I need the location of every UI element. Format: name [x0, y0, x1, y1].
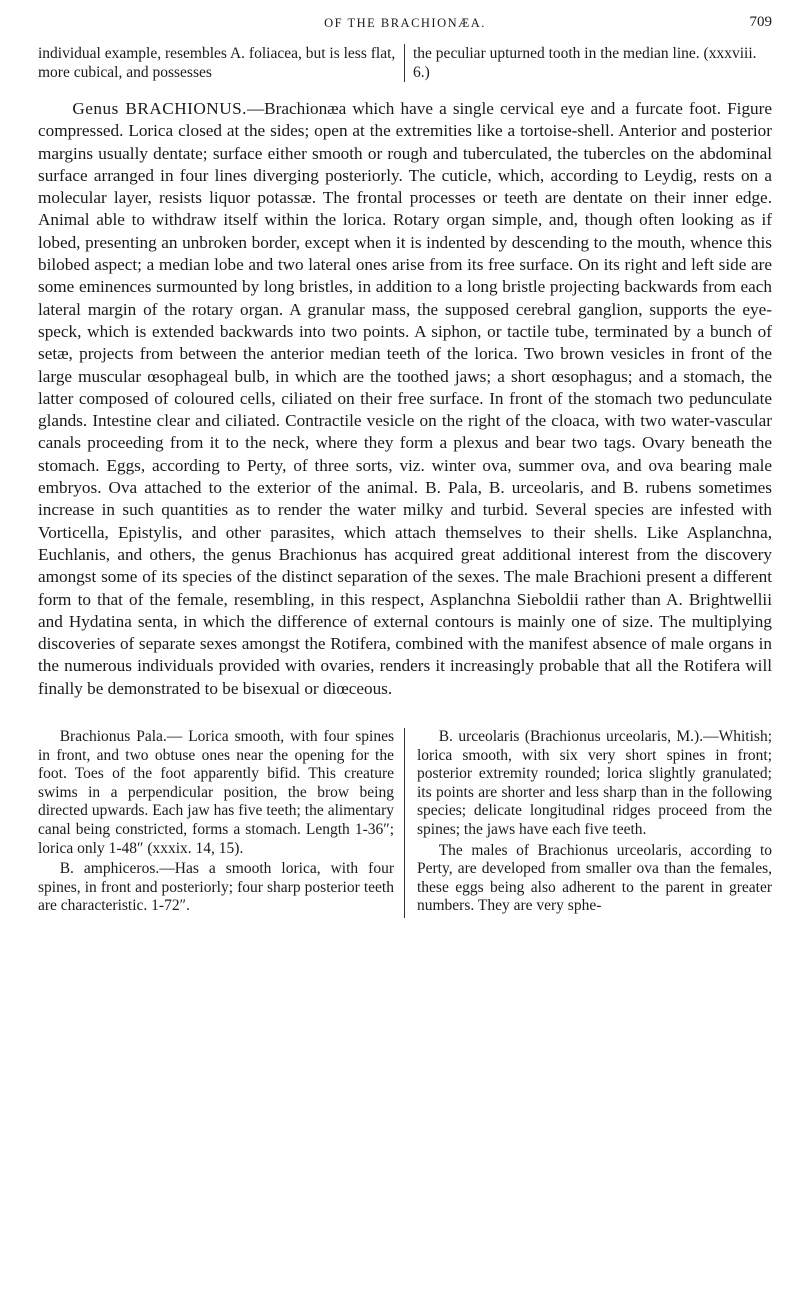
species-right-column	[405, 728, 772, 918]
species-name: B. urceolaris (Brachionus urceolaris, M.).	[438, 728, 704, 746]
species-left-column	[38, 728, 405, 918]
genus-heading: Genus BRACHIONUS.	[72, 99, 247, 118]
species-text: The males of Brachionus urceolaris, according to Perty, are developed from smaller ova than the females, these eggs being also adherent to the parent in greater numbers. They are very sphe-	[417, 841, 772, 915]
species-text: — Lorica smooth, with four spines in front, and two obtuse ones near the opening for the foot. Toes of the foot apparently bifid. This creature swims in a perpendicular position, the brow being directed upwards. Each jaw has five teeth; the alimentary canal being constricted, forms a stomach. Length 1-36″; lorica only 1-48″ (xxxix. 14, 15).	[38, 728, 394, 857]
running-head-title: OF THE BRACHIONÆA.	[324, 16, 486, 30]
continued-two-column-text	[38, 44, 772, 82]
species-text: —Has a smooth lorica, with four spines, in front and posteriorly; four sharp posterior teeth are characteristic. 1-72″.	[38, 860, 394, 915]
running-head	[38, 10, 772, 34]
genus-paragraph	[38, 98, 772, 700]
species-entry	[417, 842, 772, 916]
continued-left-column: individual example, resembles A. foliacea, but is less flat, more cubical, and possesses	[38, 44, 405, 82]
page-number: 709	[749, 14, 772, 30]
continued-right-column: the peculiar upturned tooth in the median line. (xxxviii. 6.)	[413, 45, 757, 81]
genus-description	[38, 98, 772, 700]
species-entry	[417, 728, 772, 840]
species-name: B. amphiceros.	[59, 860, 160, 878]
species-entry	[38, 728, 394, 858]
genus-body: —Brachionæa which have a single cervical eye and a furcate foot. Figure compressed. Lorica closed at the sides; open at the extremities like a tortoise-shell. Anterior and posterior margins usually dentate; surface either smooth or rough and tuberculated, the tubercles on the abdominal surface arranged in four lines diverging posteriorly. The cuticle, which, according to Leydig, rests on a molecular layer, resists liquor potassæ. The frontal processes or teeth are dentate on their inner edge. Animal able to withdraw itself within the lorica. Rotary organ simple, and, though often looking as if lobed, presenting an unbroken border, except when it is indented by descending to the mouth, whence this bilobed aspect; a median lobe and two lateral ones arise from its free surface. On its right and left side are some eminences surmounted by long bristles, in addition to a long bristle projecting backwards from each lateral margin of the rotary organ. A granular mass, the supposed cerebral ganglion, supports the eye-speck, which is extended backwards into two points. A siphon, or tactile tube, terminated by a bunch of setæ, projects from between the anterior median teeth of the lorica. Two brown vesicles in front of the large muscular œsophageal bulb, in which are the toothed jaws; a short œsophagus; and a stomach, the latter composed of coloured cells, ciliated on their free surface. In front of the stomach two pedunculate glands. Intestine clear and ciliated. Contractile vesicle on the right of the cloaca, with two water-vascular canals proceeding from it to the neck, where they form a plexus and bear two tags. Ovary beneath the stomach. Eggs, according to Perty, of three sorts, viz. winter ova, summer ova, and ova bearing male embryos. Ova attached to the exterior of the animal. B. Pala, B. urceolaris, and B. rubens sometimes increase in such quantities as to render the water milky and turbid. Several species are infested with Vorticella, Epistylis, and other parasites, which attach themselves to their shells. Like Asplanchna, Euchlanis, and others, the genus Brachionus has acquired great additional interest from the discovery amongst some of its species of the distinct separation of the sexes. The male Brachioni present a different form to that of the female, resembling, in this respect, Asplanchna Sieboldii rather than A. Brightwellii and Hydatina senta, in which the difference of external contours is mainly one of size. The multiplying discoveries of separate sexes amongst the Rotifera, combined with the manifest absence of male organs in the numerous individuals provided with ovaries, renders it increasingly probable that all the Rotifera will finally be demonstrated to be bisexual or diœceous.	[38, 99, 772, 698]
species-text: —Whitish; lorica smooth, with six very short spines in front; posterior extremity rounded; lorica slightly granulated; its points are shorter and less sharp than in the following species; delicate longitudinal ridges proceed from the spines; the jaws have each five teeth.	[417, 728, 772, 838]
species-two-column-section	[38, 728, 772, 918]
species-entry	[38, 860, 394, 916]
species-name: Brachionus Pala.	[59, 728, 167, 746]
book-page	[38, 10, 772, 1305]
